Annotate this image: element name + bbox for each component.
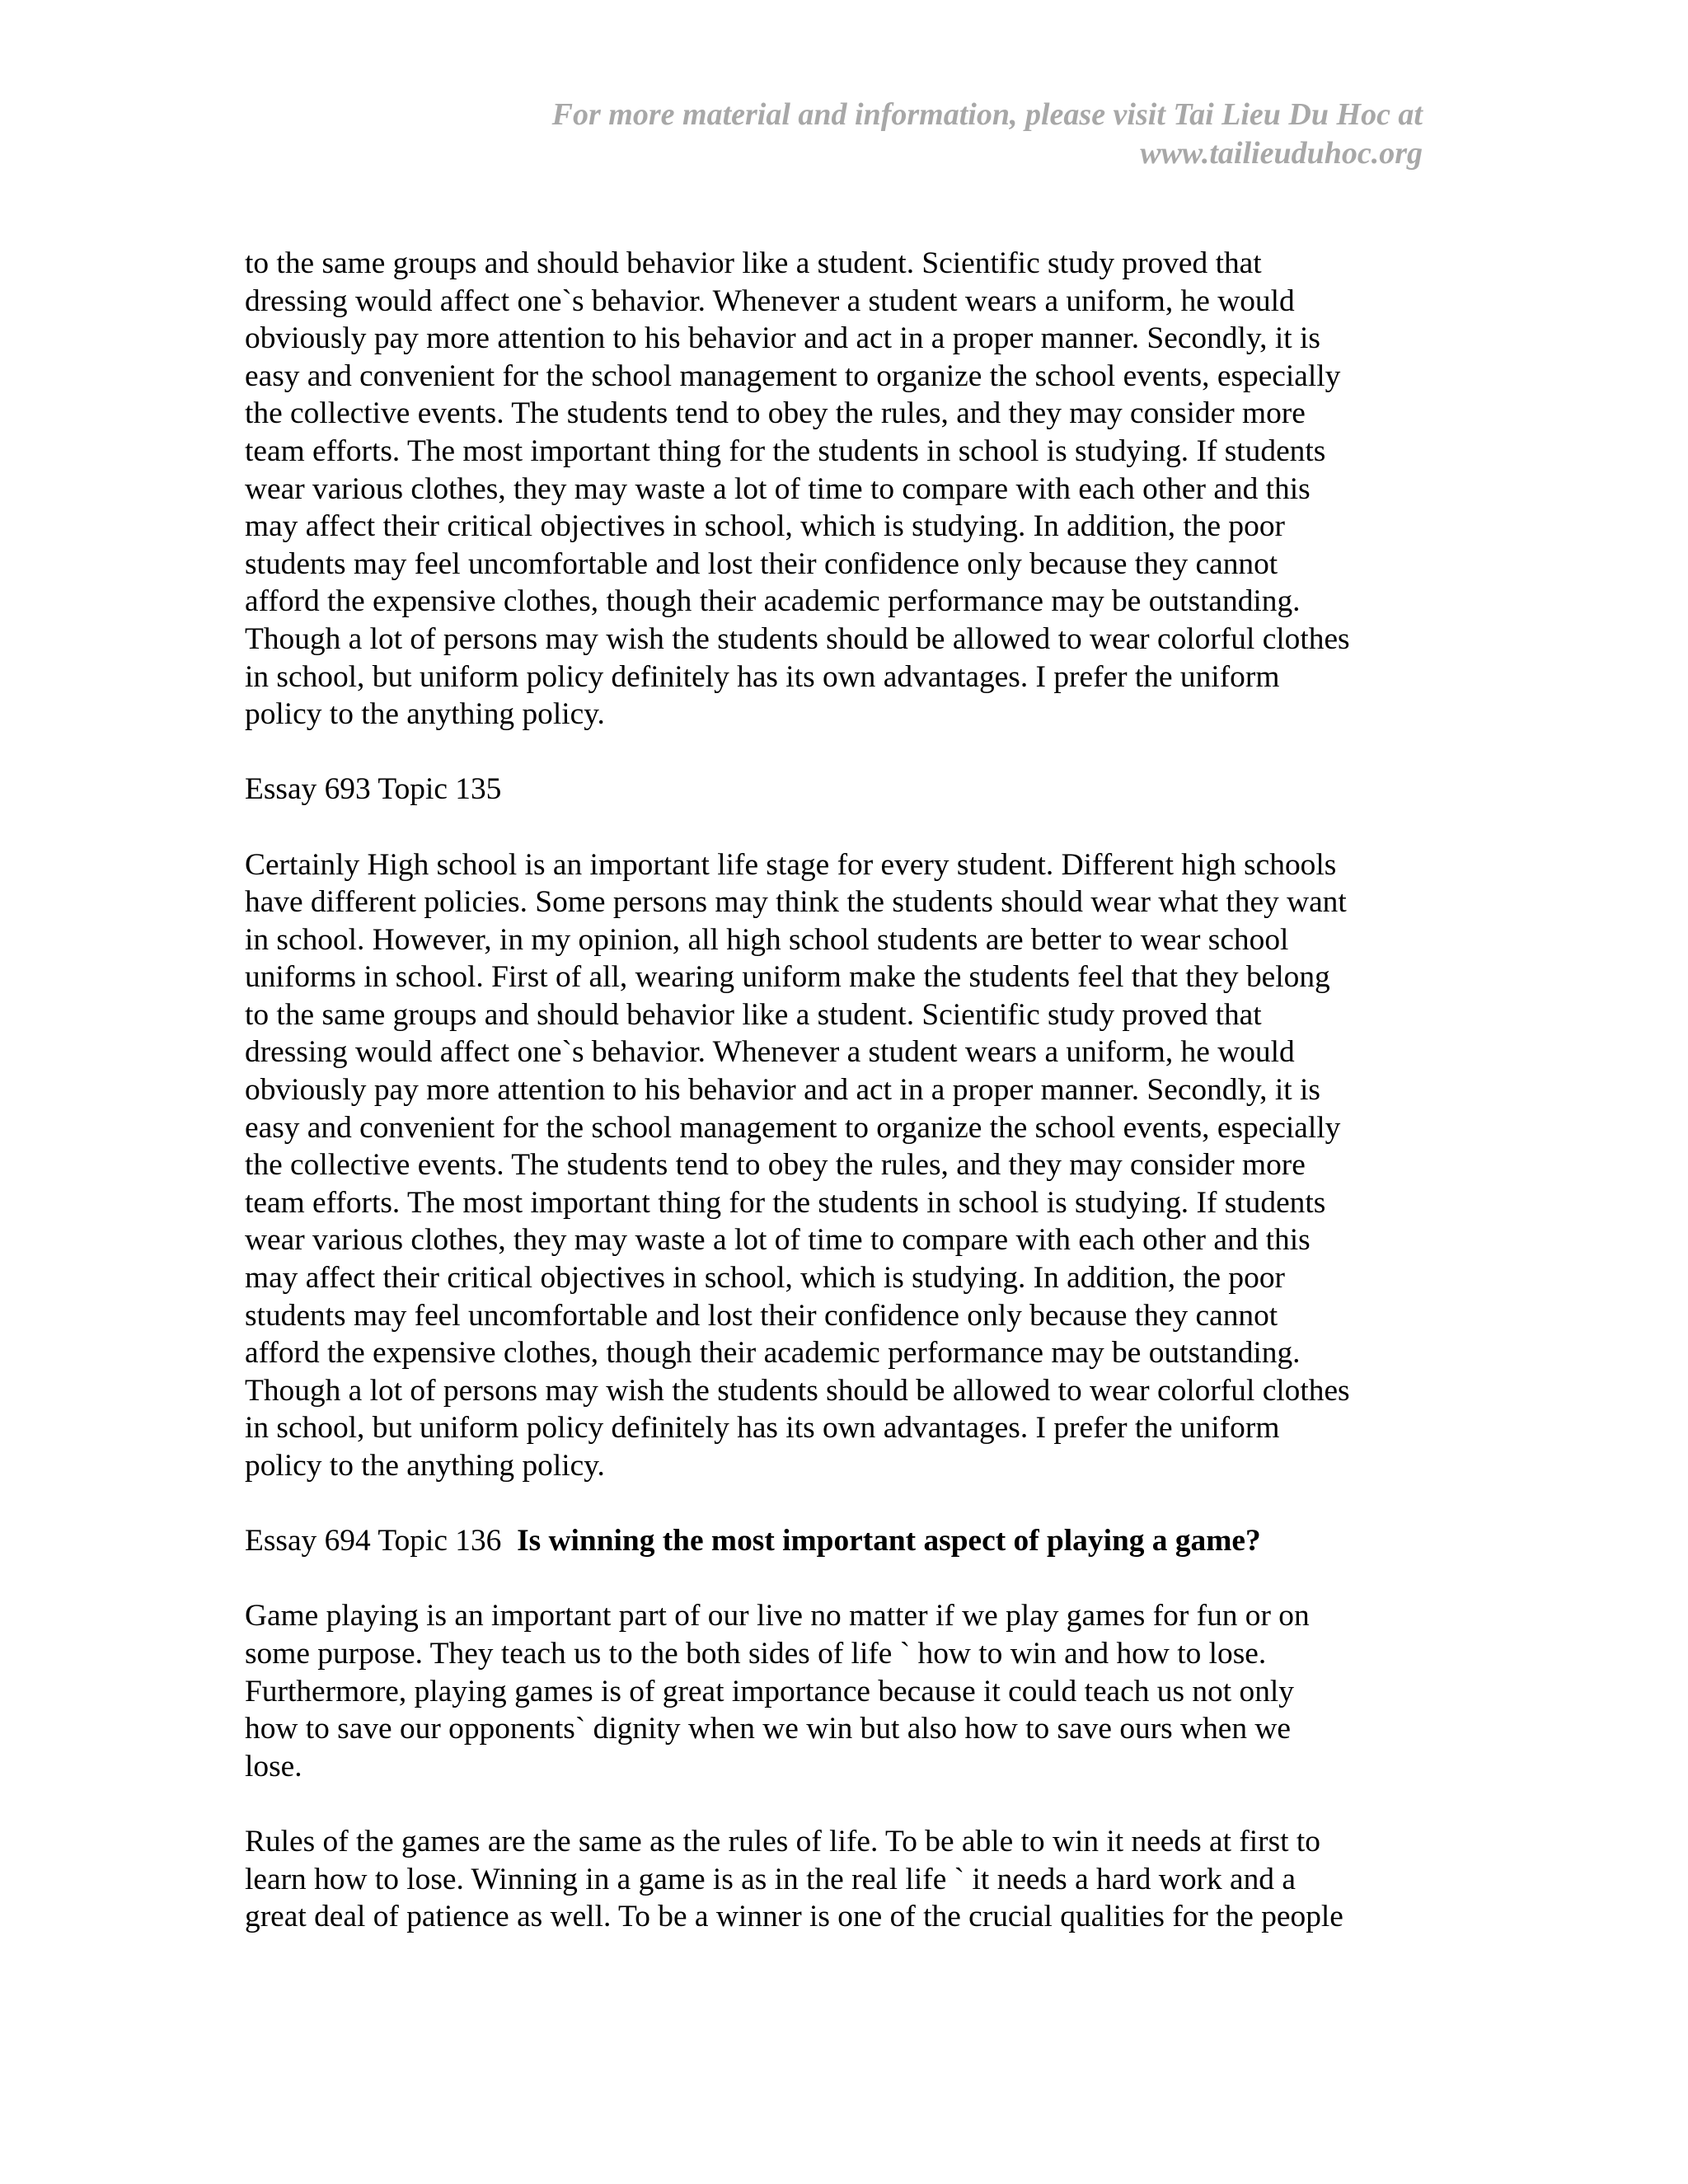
paragraph-continued — [245, 245, 1432, 733]
text-line: team efforts. The most important thing for the students in school is studying. If students — [245, 434, 1326, 468]
text-line: obviously pay more attention to his behavior and act in a proper manner. Secondly, it is — [245, 321, 1320, 356]
essay-paragraph — [245, 1823, 1432, 1936]
text-line: Game playing is an important part of our live no matter if we play games for fun or on — [245, 1599, 1310, 1633]
text-line: the collective events. The students tend to obey the rules, and they may consider more — [245, 1148, 1306, 1183]
text-line: dressing would affect one`s behavior. Whenever a student wears a uniform, he would — [245, 284, 1295, 318]
paragraph-gap — [245, 1560, 1432, 1598]
essay-heading-with-topic — [245, 1522, 1432, 1560]
essay-paragraph — [245, 846, 1432, 1485]
header-line: For more material and information, please visit Tai Lieu Du Hoc at — [551, 97, 1423, 132]
text-line: Rules of the games are the same as the rules of life. To be able to win it needs at first to — [245, 1824, 1320, 1858]
text-line: afford the expensive clothes, though their academic performance may be outstanding. — [245, 1336, 1301, 1371]
text-line: afford the expensive clothes, though their academic performance may be outstanding. — [245, 584, 1301, 619]
essay-label: Essay 694 Topic 136 — [245, 1524, 502, 1558]
paragraph-gap — [245, 808, 1432, 846]
text-line: to the same groups and should behavior like a student. Scientific study proved that — [245, 246, 1262, 280]
topic-question: Is winning the most important aspect of playing a game? — [517, 1524, 1261, 1558]
text-line: may affect their critical objectives in school, which is studying. In addition, the poor — [245, 1261, 1285, 1296]
text-line: easy and convenient for the school management to organize the school events, especially — [245, 1110, 1341, 1145]
text-line: may affect their critical objectives in school, which is studying. In addition, the poor — [245, 509, 1285, 544]
text-line: Certainly High school is an important life stage for every student. Different high schools — [245, 847, 1337, 882]
text-line: students may feel uncomfortable and lost their confidence only because they cannot — [245, 546, 1278, 581]
text-line: wear various clothes, they may waste a lot of time to compare with each other and this — [245, 1223, 1311, 1258]
text-line: students may feel uncomfortable and lost their confidence only because they cannot — [245, 1298, 1278, 1333]
text-line: Though a lot of persons may wish the students should be allowed to wear colorful clothes — [245, 1373, 1350, 1408]
text-line: uniforms in school. First of all, wearing uniform make the students feel that they belong — [245, 960, 1330, 995]
text-line: team efforts. The most important thing for the students in school is studying. If students — [245, 1185, 1326, 1220]
paragraph-gap — [245, 733, 1432, 771]
text-line: wear various clothes, they may waste a lot of time to compare with each other and this — [245, 471, 1311, 506]
text-line: policy to the anything policy. — [245, 1449, 605, 1483]
text-line: learn how to lose. Winning in a game is as in the real life ` it needs a hard work and a — [245, 1862, 1296, 1896]
text-line: lose. — [245, 1749, 302, 1783]
text-line: in school, but uniform policy definitely has its own advantages. I prefer the uniform — [245, 659, 1280, 694]
text-line: obviously pay more attention to his behavior and act in a proper manner. Secondly, it is — [245, 1073, 1320, 1108]
essay-paragraph — [245, 1597, 1432, 1785]
text-line: in school. However, in my opinion, all high school students are better to wear school — [245, 922, 1289, 957]
text-line: in school, but uniform policy definitely has its own advantages. I prefer the uniform — [245, 1411, 1280, 1446]
text-line: great deal of patience as well. To be a winner is one of the crucial qualities for the people — [245, 1900, 1343, 1934]
text-line: easy and convenient for the school management to organize the school events, especially — [245, 359, 1341, 393]
page-header — [351, 96, 1423, 173]
text-line: dressing would affect one`s behavior. Whenever a student wears a uniform, he would — [245, 1035, 1295, 1070]
header-url: www.tailieuduhoc.org — [1140, 136, 1423, 171]
paragraph-gap — [245, 1785, 1432, 1823]
text-line: to the same groups and should behavior like a student. Scientific study proved that — [245, 997, 1262, 1032]
text-line: Though a lot of persons may wish the students should be allowed to wear colorful clothes — [245, 621, 1350, 656]
text-line: some purpose. They teach us to the both sides of life ` how to win and how to lose. — [245, 1636, 1267, 1671]
text-line: the collective events. The students tend to obey the rules, and they may consider more — [245, 396, 1306, 431]
text-line: how to save our opponents` dignity when we win but also how to save ours when we — [245, 1712, 1291, 1746]
document-body — [245, 245, 1432, 1936]
text-line: policy to the anything policy. — [245, 697, 605, 732]
text-line: have different policies. Some persons may think the students should wear what they want — [245, 885, 1347, 920]
essay-heading: Essay 693 Topic 135 — [245, 772, 502, 807]
paragraph-gap — [245, 1485, 1432, 1523]
text-line: Furthermore, playing games is of great importance because it could teach us not only — [245, 1674, 1294, 1708]
